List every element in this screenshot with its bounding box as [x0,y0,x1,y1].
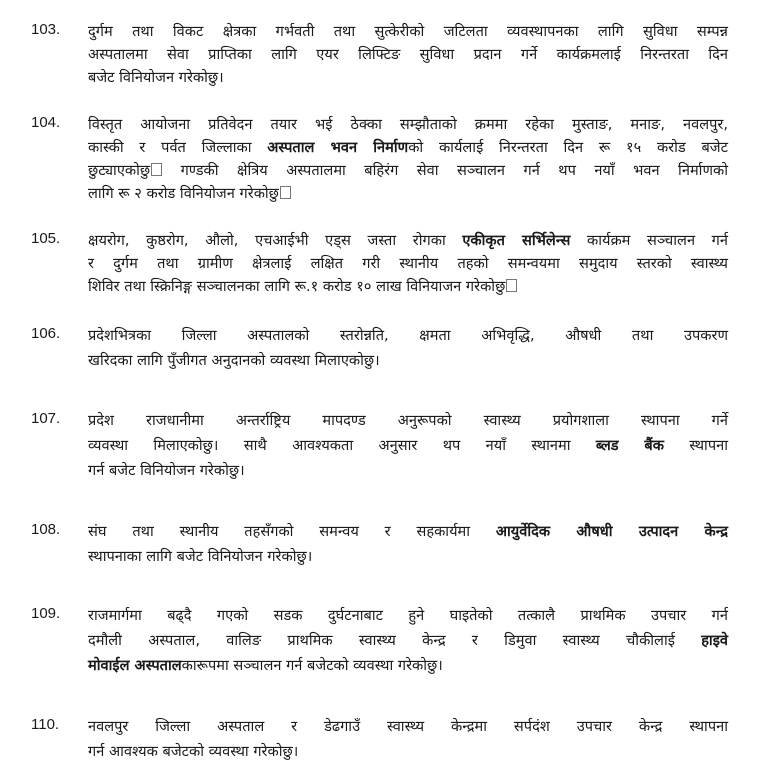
paragraph-line: खरिदका लागि पुँजीगत अनुदानको व्यवस्था मिलाएकोछु। [88,352,380,369]
bold-phrase: ब्लड बैंक [595,437,664,454]
bold-phrase: आयुर्वेदिक औषधी उत्पादन केन्द्र [495,523,728,540]
paragraph-line: बजेट विनियोजन गरेकोछु। [88,69,224,86]
missing-glyph-box [151,163,162,176]
paragraph-number: 109. [31,605,61,622]
paragraph-line: विस्तृत आयोजना प्रतिवेदन तयार भई ठेक्का सम्झौताको क्रममा रहेका मुस्ताङ, मनाङ, नवलपुर, [88,116,728,133]
paragraph-line: प्रदेशभित्रका जिल्ला अस्पतालको स्तरोन्नति, क्षमता अभिवृद्धि, औषधी तथा उपकरण [88,327,728,344]
paragraph-number: 107. [31,410,61,427]
missing-glyph-box [506,279,517,292]
paragraph-line: लागि रू २ करोड विनियोजन गरेकोछु [88,183,291,205]
paragraph-line: छुट्याएकोछु गण्डकी क्षेत्रिय अस्पतालमा बहिरंग सेवा सञ्चालन गर्न थप नयाँ भवन निर्माणको [88,162,728,179]
paragraph-line: स्थापनाका लागि बजेट विनियोजन गरेकोछु। [88,548,313,565]
paragraph-line: कास्की र पर्वत जिल्लाका अस्पताल भवन निर्माणको कार्यलाई निरन्तरता दिन रू १५ करोड बजेट [88,139,728,156]
paragraph-number: 106. [31,325,61,342]
paragraph-number: 103. [31,21,61,38]
paragraph-line: शिविर तथा स्क्रिनिङ्ग सञ्चालनका लागि रू.१ करोड १० लाख विनियाजन गरेकोछु [88,276,517,298]
bold-phrase: अस्पताल भवन निर्माण [267,139,409,156]
paragraph-line: गर्न बजेट विनियोजन गरेकोछु। [88,462,245,479]
paragraph-number: 105. [31,230,61,247]
paragraph-line: क्षयरोग, कुष्ठरोग, औलो, एचआईभी एड्स जस्ता रोगका एकीकृत सर्भिलेन्स कार्यक्रम सञ्चालन गर्न [88,232,728,249]
bold-phrase: हाइवे [701,632,728,649]
paragraph-line: राजमार्गमा बढ्दै गएको सडक दुर्घटनाबाट हुने घाइतेको तत्कालै प्राथमिक उपचार गर्न [88,607,728,624]
paragraph-line: व्यवस्था मिलाएकोछु। साथै आवश्यकता अनुसार थप नयाँ स्थानमा ब्लड बैंक स्थापना [88,437,728,454]
paragraph-line: र दुर्गम तथा ग्रामीण क्षेत्रलाई लक्षित गरी स्थानीय तहको समन्वयमा समुदाय स्तरको स्वास्थ्य [88,255,728,272]
paragraph-line: दमौली अस्पताल, वालिङ प्राथमिक स्वास्थ्य केन्द्र र डिमुवा स्वास्थ्य चौकीलाई हाइवे [88,632,728,649]
paragraph-line: मोवाईल अस्पतालकारूपमा सञ्चालन गर्न बजेटको व्यवस्था गरेकोछु। [88,657,443,674]
paragraph-number: 110. [31,716,60,733]
paragraph-number: 104. [31,114,61,131]
paragraph-line: नवलपुर जिल्ला अस्पताल र डेढगाउँ स्वास्थ्य केन्द्रमा सर्पदंश उपचार केन्द्र स्थापना [88,718,728,735]
bold-phrase: मोवाईल अस्पताल [88,657,182,674]
paragraph-line: दुर्गम तथा विकट क्षेत्रका गर्भवती तथा सुत्केरीको जटिलता व्यवस्थापनका लागि सुविधा सम्पन्न [88,23,728,40]
paragraph-line: गर्न आवश्यक बजेटको व्यवस्था गरेकोछु। [88,743,299,760]
paragraph-line: अस्पतालमा सेवा प्राप्तिका लागि एयर लिफ्टिङ सुविधा प्रदान गर्ने कार्यक्रमलाई निरन्तरता दिन [88,46,728,63]
missing-glyph-box [280,186,291,199]
paragraph-number: 108. [31,521,61,538]
paragraph-line: संघ तथा स्थानीय तहसँगको समन्वय र सहकार्यमा आयुर्वेदिक औषधी उत्पादन केन्द्र [88,523,728,540]
paragraph-line: प्रदेश राजधानीमा अन्तर्राष्ट्रिय मापदण्ड अनुरूपको स्वास्थ्य प्रयोगशाला स्थापना गर्ने [88,412,728,429]
bold-phrase: एकीकृत सर्भिलेन्स [462,232,571,249]
